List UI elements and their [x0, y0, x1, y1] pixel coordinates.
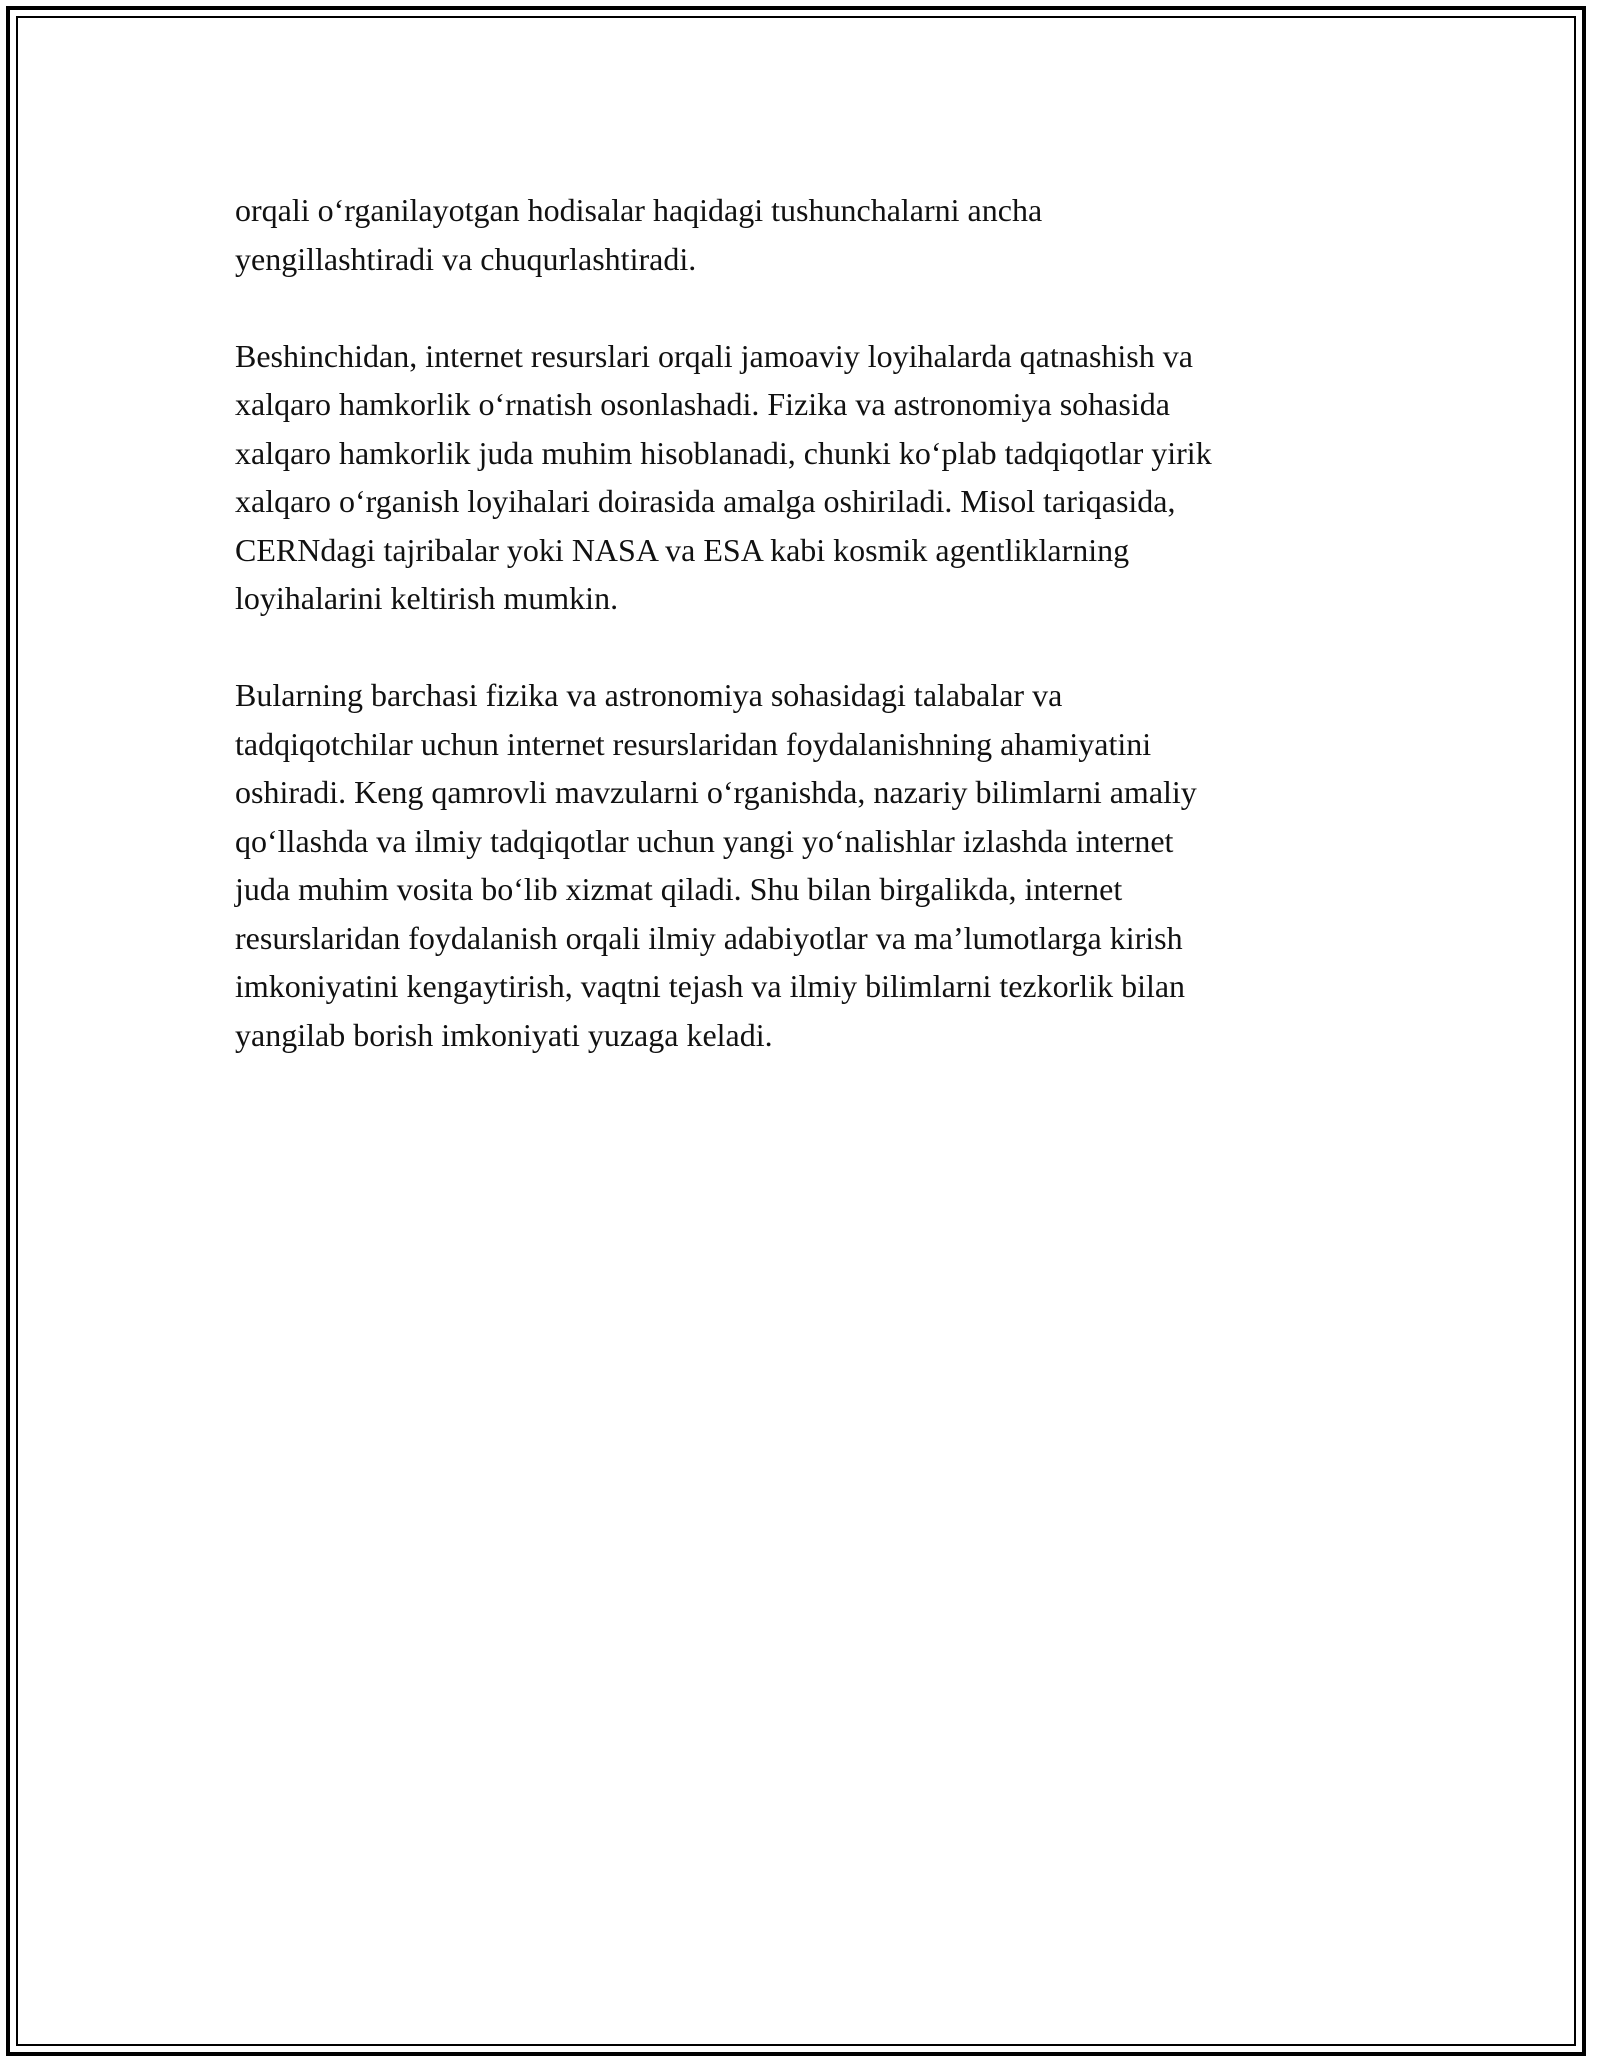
text-line: oshiradi. Keng qamrovli mavzularni o‘rganishda, nazariy bilimlarni amaliy [235, 774, 1197, 810]
text-line: CERNdagi tajribalar yoki NASA va ESA kabi kosmik agentliklarning [235, 531, 1130, 568]
text-line: xalqaro hamkorlik juda muhim hisoblanadi, chunki ko‘plab tadqiqotlar yirik [235, 434, 1212, 471]
paragraph-3 [235, 671, 1385, 1059]
text-line: tadqiqotchilar uchun internet resurslaridan foydalanishning ahamiyatini [235, 725, 1152, 762]
text-line: imkoniyatini kengaytirish, vaqtni tejash va ilmiy bilimlarni tezkorlik bilan [235, 968, 1186, 1004]
paragraph-2 [235, 332, 1385, 623]
text-line: resurslaridan foydalanish orqali ilmiy adabiyotlar va ma’lumotlarga kirish [235, 919, 1183, 956]
document-body [235, 186, 1385, 1108]
paragraph-1 [235, 186, 1385, 283]
text-line: yengillashtiradi va chuqurlashtiradi. [235, 240, 697, 277]
text-line: xalqaro hamkorlik o‘rnatish osonlashadi. Fizika va astronomiya sohasida [235, 386, 1170, 422]
text-line: Bularning barchasi fizika va astronomiya sohasidagi talabalar va [235, 677, 1063, 713]
text-line: yangilab borish imkoniyati yuzaga keladi. [235, 1016, 773, 1053]
text-line: loyihalarini keltirish mumkin. [235, 580, 619, 616]
text-line: Beshinchidan, internet resurslari orqali jamoaviy loyihalarda qatnashish va [235, 337, 1193, 374]
text-line: juda muhim vosita bo‘lib xizmat qiladi. Shu bilan birgalikda, internet [235, 871, 1123, 907]
text-line: xalqaro o‘rganish loyihalari doirasida amalga oshiriladi. Misol tariqasida, [235, 483, 1176, 519]
text-line: orqali o‘rganilayotgan hodisalar haqidagi tushunchalarni ancha [235, 192, 1043, 228]
text-line: qo‘llashda va ilmiy tadqiqotlar uchun yangi yo‘nalishlar izlashda internet [235, 822, 1174, 859]
